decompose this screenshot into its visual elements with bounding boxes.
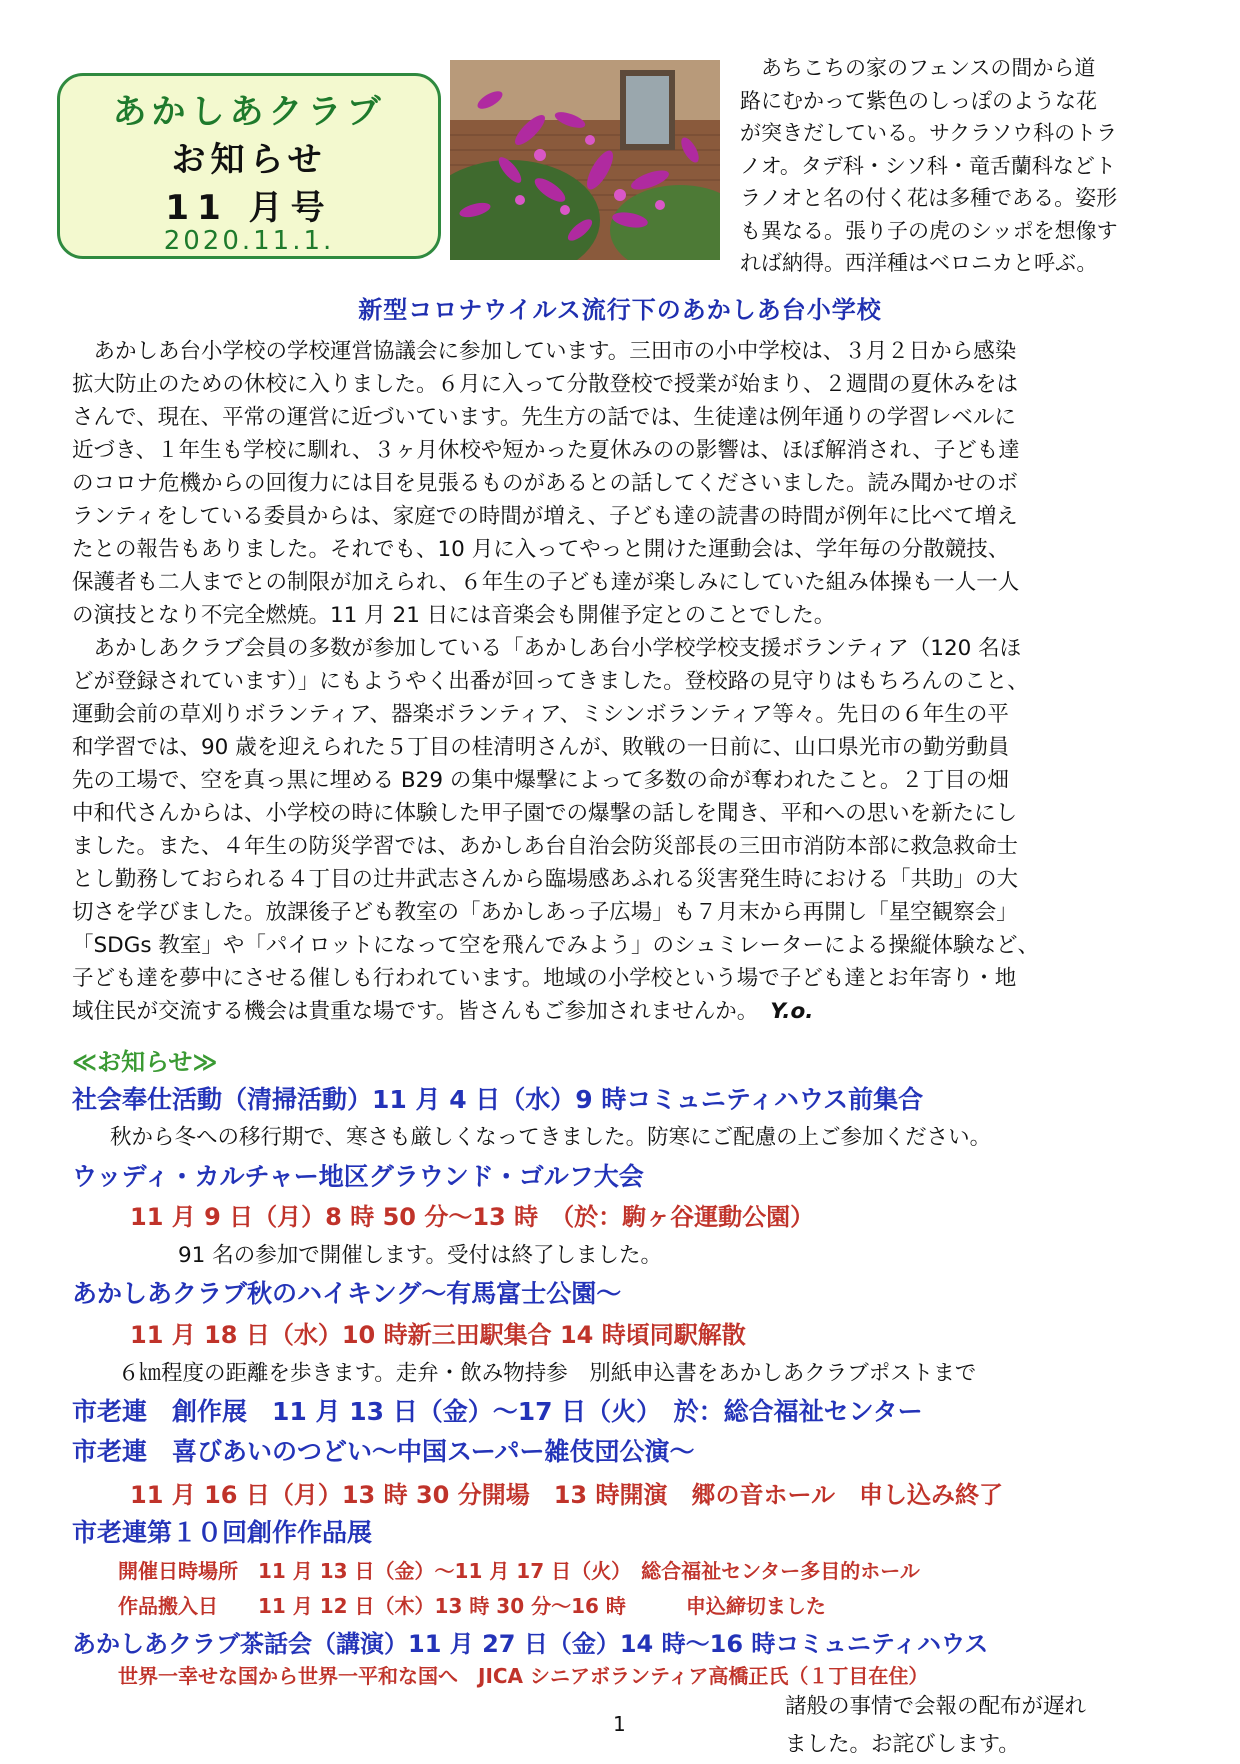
notice-2-text: 91 名の参加で開催します。受付は終了しました。 [178,1243,662,1268]
notice-6-line-1: 開催日時場所 11 月 13 日（金）～11 月 17 日（火） 総合福祉センター多目的ホール [118,1559,920,1583]
apology-note: 諸般の事情で会報の配布が遅れ ました。お詫びします。 [785,1694,1087,1757]
newsletter-label: お知らせ [171,140,327,180]
notices-header: ≪お知らせ≫ [72,1048,218,1076]
notice-1-title: 社会奉仕活動（清掃活動）11 月 4 日（水）9 時コミュニティハウス前集合 [72,1085,924,1114]
page-number: 1 [613,1712,626,1736]
title-box [57,73,441,259]
notice-3-title: あかしあクラブ秋のハイキング～有馬富士公園～ [72,1279,622,1308]
notice-5-title: 市老連 喜びあいのつどい～中国スーパー雑伎団公演～ [72,1437,695,1466]
notice-7-title: あかしあクラブ茶話会（講演）11 月 27 日（金）14 時～16 時コミュニティハウス [72,1630,989,1658]
article-body [72,335,1182,1028]
article-headline: 新型コロナウイルス流行下のあかしあ台小学校 [358,296,882,324]
notice-6-title: 市老連第１０回創作作品展 [72,1518,373,1547]
flower-photo-icon [450,60,720,260]
notice-3-date: 11 月 18 日（水）10 時新三田駅集合 14 時頃同駅解散 [130,1321,746,1349]
notice-7-subtitle: 世界一幸せな国から世界一平和な国へ JICA シニアボランティア高橋正氏（１丁目在住） [118,1664,929,1688]
intro-text: あちこちの家のフェンスの間から道 路にむかって紫色のしっぽのような花 が突きだしている。サクラソウ科のトラ ノオ。タデ科・シソ科・竜舌蘭科などト ラノオと名の付く花は多種である。姿形 も異なる。張り子の虎のシッポを想像す れば納得。西洋種はベロニカと呼ぶ。 [740,56,1118,275]
notice-4-title: 市老連 創作展 11 月 13 日（金）～17 日（火） 於：総合福祉センター [72,1397,923,1426]
notice-3-text: ６㎞程度の距離を歩きます。走弁・飲み物持参 別紙申込書をあかしあクラブポストまで [118,1361,977,1386]
notice-2-date: 11 月 9 日（月）8 時 50 分～13 時 （於：駒ヶ谷運動公園） [130,1203,815,1231]
flower-photo [450,60,720,260]
notice-2-title: ウッディ・カルチャー地区グラウンド・ゴルフ大会 [72,1162,644,1191]
notice-5-date: 11 月 16 日（月）13 時 30 分開場 13 時開演 郷の音ホール 申し込み終了 [130,1481,1003,1509]
issue-label: 11 月号 [165,188,333,228]
club-name: あかしあクラブ [112,92,386,132]
issue-date: 2020.11.1. [163,226,335,256]
notice-1-text: 秋から冬への移行期で、寒さも厳しくなってきました。防寒にご配慮の上ご参加ください。 [110,1125,992,1150]
article-text: あかしあ台小学校の学校運営協議会に参加しています。三田市の小中学校は、３月２日から感染 拡大防止のための休校に入りました。６月に入って分散登校で授業が始まり、２週間の夏休みをは さんで、現在、平常の運営に近づいています。先生方の話では、生徒達は例年通りの学習レベルに 近づき、１年生も学校に馴れ、３ヶ月休校や短かった夏休みのの影響は、ほぼ解消され、子ども達 のコロナ危機からの回復力には目を見張るものがあるとの話してくださいました。読み聞かせのボ ランティをしている委員からは、家庭での時間が増え、子ども達の読書の時間が例年に比べて増え たとの報告もありました。それでも、10 月に入ってやっと開けた運動会は、学年毎の分散競技、 保護者も二人までとの制限が加えられ、６年生の子ども達が楽しみにしていた組み体操も一人一人 の演技となり不完全燃焼。11 月 21 日には音楽会も開催予定とのことでした。 あかしあクラブ会員の多数が参加している「あかしあ台小学校学校支援ボランティア（120 名ほ どが登録されています）」にもようやく出番が回ってきました。登校路の見守りはもちろんのこと、 運動会前の草刈りボランティア、器楽ボランティア、ミシンボランティア等々。先日の６年生の平 和学習では、90 歳を迎えられた５丁目の桂清明さんが、敗戦の一日前に、山口県光市の勤労動員 先の工場で、空を真っ黒に埋める B29 の集中爆撃によって多数の命が奪われたこと。２丁目の畑 中和代さんからは、小学校の時に体験した甲子園での爆撃の話しを聞き、平和への思いを新たにし ました。また、４年生の防災学習では、あかしあ台自治会防災部長の三田市消防本部に救急救命士 とし勤務しておられる４丁目の辻井武志さんから臨場感あふれる災害発生時における「共助」の大 切さを学びました。放課後子ども教室の「あかしあっ子広場」も７月末から再開し「星空観察会」 「SDGs 教室」や「パイロットになって空を飛んでみよう」のシュミレーターによる操縦体験など、 子ども達を夢中にさせる催しも行われています。地域の小学校という場で子ども達とお年寄り・地 域住民が交流する機会は貴重な場です。皆さんもご参加されませんか。 [72,339,1040,1024]
signature: Y.o. [770,999,814,1024]
notice-6-line-2: 作品搬入日 11 月 12 日（木）13 時 30 分～16 時 申込締切ました [118,1594,826,1618]
